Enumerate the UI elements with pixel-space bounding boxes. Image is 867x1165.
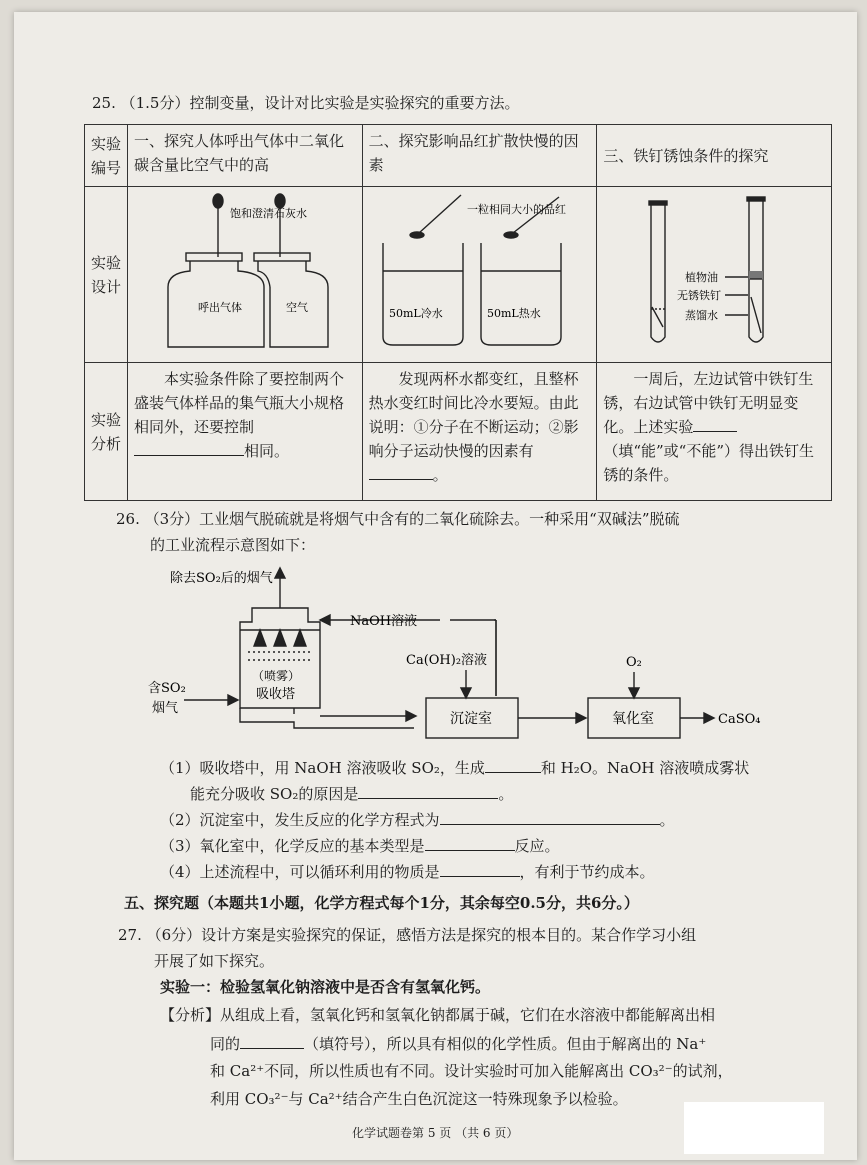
q26-stem-2: 的工业流程示意图如下： [150, 536, 316, 554]
answer-blank-26-5[interactable] [440, 860, 520, 877]
header-exp2: 二、探究影响品红扩散快慢的因素 [362, 125, 597, 187]
answer-blank-25-3[interactable] [693, 415, 737, 432]
section-5-heading: 五、探究题（本题共1小题，化学方程式每个1分，其余每空0.5分，共6分。） [124, 894, 639, 912]
design-cell-1 [128, 187, 363, 363]
q26-sub1-text: （1）吸收塔中，用 NaOH 溶液吸收 SO₂，生成 [160, 759, 485, 777]
q26-sub3-tail: 反应。 [514, 837, 560, 855]
flow-diagram [144, 560, 794, 750]
q27-line2: 开展了如下探究。 [154, 952, 275, 970]
beakers-figure [363, 187, 589, 355]
q27-analysis-3: 和 Ca²⁺不同，所以性质也有不同。设计实验时可加入能解离出 CO₃²⁻的试剂， [210, 1062, 733, 1080]
q26-stem-1: 26. （3分）工业烟气脱硫就是将烟气中含有的二氧化硫除去。一种采用“双碱法”脱硫 [116, 510, 680, 528]
pinkred-label: 一粒相同大小的品红 [466, 203, 566, 216]
bottle-air-label: 空气 [286, 301, 308, 314]
oil-label: 植物油 [685, 271, 719, 284]
q26-sub4-tail: ，有利于节约成本。 [519, 863, 655, 881]
bottle-exhaled-label: 呼出气体 [198, 301, 242, 314]
oxidation-room-label: 氧化室 [612, 711, 654, 727]
caoh-label: Ca(OH)₂溶液 [406, 653, 488, 668]
q26-sub1-line1 [160, 756, 749, 779]
spray-label: （喷雾） [252, 669, 301, 683]
analysis-1-end: 相同。 [244, 442, 290, 460]
analysis-2-end: 。 [432, 466, 448, 484]
hot-water-label: 50mL热水 [486, 307, 541, 320]
analysis-1-text: 本实验条件除了要控制两个盛装气体样品的集气瓶大小规格相同外，还要控制 [134, 370, 345, 436]
answer-blank-26-1[interactable] [485, 756, 541, 773]
row-label-analysis: 实验分析 [85, 363, 128, 501]
settling-room-label: 沉淀室 [450, 711, 492, 727]
inlet-label-1: 含SO₂ [148, 681, 186, 696]
page-footer: 化学试题卷第 5 页 （共 6 页） [352, 1126, 519, 1140]
q27-exp1: 实验一：检验氢氧化钠溶液中是否含有氢氧化钙。 [160, 978, 491, 996]
q26-sub2-text: （2）沉淀室中，发生反应的化学方程式为 [160, 811, 440, 829]
q27-line1: 27. （6分）设计方案是实验探究的保证，感悟方法是探究的根本目的。某合作学习小组 [118, 926, 697, 944]
q26-sub1b-tail: 。 [498, 785, 514, 803]
inlet-label-2: 烟气 [152, 701, 179, 716]
q25-table [84, 124, 832, 501]
row-label-number: 实验编号 [85, 125, 128, 187]
q26-sub4-text: （4）上述流程中，可以循环利用的物质是 [160, 863, 440, 881]
analysis-3-end: （填“能”或“不能”）得出铁钉生锈的条件。 [603, 442, 814, 484]
analysis-2-text: 发现两杯水都变红，且整杯热水变红时间比冷水要短。由此说明：①分子在不断运动；②影响分子运动快慢的因素有 [368, 370, 579, 460]
design-cell-3 [597, 187, 832, 363]
o2-label: O₂ [626, 655, 642, 670]
answer-blank-26-4[interactable] [425, 834, 515, 851]
q27-analysis-2a: 同的 [210, 1035, 241, 1053]
row-label-design: 实验设计 [85, 187, 128, 363]
answer-blank-26-2[interactable] [358, 782, 498, 799]
test-tubes-figure [597, 187, 823, 355]
analysis-3-text: 一周后，左边试管中铁钉生锈，右边试管中铁钉无明显变化。上述实验 [603, 370, 814, 436]
water-label: 蒸馏水 [685, 309, 719, 322]
answer-blank-27-1[interactable] [240, 1032, 304, 1049]
answer-blank-25-2[interactable] [369, 463, 433, 480]
tower-label: 吸收塔 [256, 687, 296, 702]
q27-analysis-2b: （填符号），所以具有相似的化学性质。但由于解离出的 Na⁺ [304, 1035, 707, 1053]
product-label: CaSO₄ [718, 712, 761, 727]
q26-sub2 [160, 808, 675, 831]
analysis-cell-2 [362, 363, 597, 501]
cold-water-label: 50mL冷水 [388, 307, 443, 320]
redaction-box [684, 1102, 824, 1154]
q26-sub3-text: （3）氧化室中，化学反应的基本类型是 [160, 837, 425, 855]
analysis-cell-1 [128, 363, 363, 501]
q25-stem: 25. （1.5分）控制变量，设计对比实验是实验探究的重要方法。 [92, 94, 520, 112]
exam-page [14, 12, 857, 1160]
answer-blank-26-3[interactable] [440, 808, 660, 825]
header-exp3: 三、铁钉锈蚀条件的探究 [597, 125, 832, 187]
dropper-label: 饱和澄清石灰水 [230, 207, 307, 220]
q27-analysis-1: 【分析】从组成上看，氢氧化钙和氢氧化钠都属于碱，它们在水溶液中都能解离出相 [160, 1006, 716, 1024]
q26-sub2-tail: 。 [659, 811, 675, 829]
naoh-label: NaOH溶液 [350, 614, 418, 629]
q26-sub1b-text: 能充分吸收 SO₂的原因是 [190, 785, 359, 803]
nail-label: 无锈铁钉 [677, 289, 722, 302]
q26-sub1-line2 [190, 782, 513, 805]
header-exp1: 一、探究人体呼出气体中二氧化碳含量比空气中的高 [128, 125, 363, 187]
exhaust-gas-label: 除去SO₂后的烟气 [170, 571, 273, 586]
design-cell-2 [362, 187, 597, 363]
gas-bottles-figure [128, 187, 354, 355]
q26-sub4 [160, 860, 655, 883]
q27-analysis-4: 利用 CO₃²⁻与 Ca²⁺结合产生白色沉淀这一特殊现象予以检验。 [210, 1090, 628, 1108]
analysis-cell-3 [597, 363, 832, 501]
q26-sub3 [160, 834, 560, 857]
answer-blank-25-1[interactable] [134, 439, 244, 456]
q26-sub1-tail: 和 H₂O。NaOH 溶液喷成雾状 [540, 759, 750, 777]
q27-analysis-2 [210, 1032, 706, 1055]
